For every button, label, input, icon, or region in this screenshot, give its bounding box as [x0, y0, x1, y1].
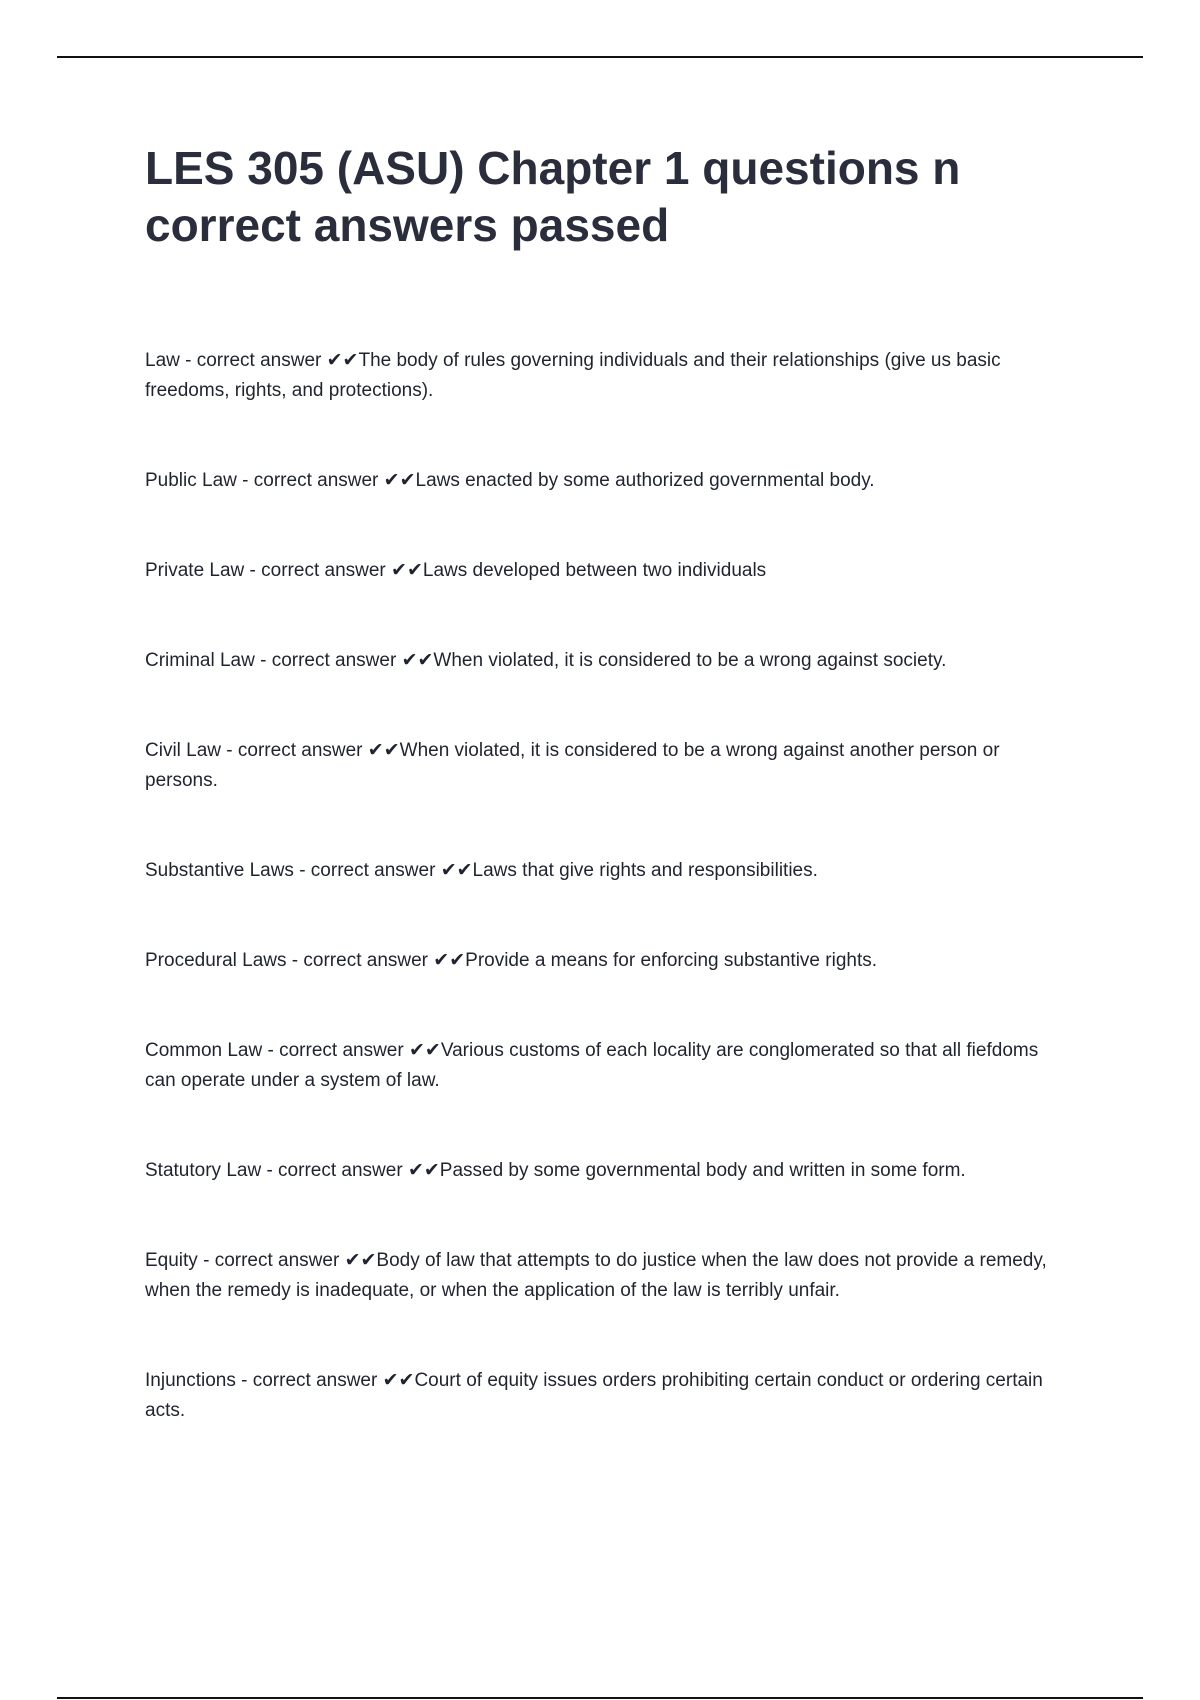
entry-answer: Provide a means for enforcing substantive rights. [465, 950, 878, 971]
entry-term: Substantive Laws [145, 860, 294, 881]
entry-term: Civil Law [145, 740, 222, 761]
qa-entry-law [145, 346, 1065, 406]
check-marks: ✔✔ [326, 350, 359, 371]
check-marks: ✔✔ [391, 560, 423, 581]
check-marks: ✔✔ [383, 470, 416, 491]
entry-answer: Laws that give rights and responsibilities. [472, 860, 818, 881]
qa-entry-civil-law [145, 736, 1065, 796]
qa-entry-injunctions [145, 1366, 1065, 1426]
entry-separator: - correct answer [293, 860, 441, 881]
qa-entry-common-law [145, 1036, 1065, 1096]
qa-entry-procedural-laws [145, 946, 1065, 976]
entry-separator: - correct answer [244, 560, 392, 581]
qa-entry-criminal-law [145, 646, 1065, 676]
entry-term: Injunctions [145, 1370, 236, 1391]
entry-separator: - correct answer [197, 1250, 345, 1271]
entry-separator: - correct answer [221, 740, 368, 761]
entry-answer: Passed by some governmental body and written in some form. [439, 1160, 966, 1181]
qa-list [145, 346, 1065, 1486]
qa-entry-substantive-laws [145, 856, 1065, 886]
entry-separator: - correct answer [235, 1370, 383, 1391]
entry-answer: Body of law that attempts to do justice when the law does not provide a remedy, when the remedy is inadequate, or when the application of the law is terribly unfair. [145, 1250, 1047, 1301]
entry-separator: - correct answer [179, 350, 327, 371]
qa-entry-private-law [145, 556, 1065, 586]
check-marks: ✔✔ [440, 860, 473, 881]
entry-answer: Laws enacted by some authorized governmental body. [415, 470, 875, 491]
entry-separator: - correct answer [286, 950, 434, 971]
entry-term: Statutory Law [145, 1160, 262, 1181]
top-divider [57, 56, 1143, 58]
check-marks: ✔✔ [367, 740, 400, 761]
entry-separator: - correct answer [254, 650, 402, 671]
bottom-divider [57, 1697, 1143, 1699]
entry-answer: Various customs of each locality are conglomerated so that all fiefdoms can operate under a system of law. [145, 1040, 1039, 1091]
entry-answer: When violated, it is considered to be a wrong against another person or persons. [145, 740, 1000, 791]
entry-term: Equity [145, 1250, 198, 1271]
entry-answer: Laws developed between two individuals [422, 560, 767, 581]
qa-entry-public-law [145, 466, 1065, 496]
check-marks: ✔✔ [344, 1250, 377, 1271]
qa-entry-statutory-law [145, 1156, 1065, 1186]
check-marks: ✔✔ [407, 1160, 440, 1181]
entry-separator: - correct answer [261, 1160, 408, 1181]
entry-separator: - correct answer [236, 470, 384, 491]
entry-answer: Court of equity issues orders prohibiting certain conduct or ordering certain acts. [145, 1370, 1043, 1421]
qa-entry-equity [145, 1246, 1065, 1306]
entry-term: Private Law [145, 560, 245, 581]
entry-term: Common Law [145, 1040, 263, 1061]
entry-term: Procedural Laws [145, 950, 287, 971]
page-title: LES 305 (ASU) Chapter 1 questions n correct answers passed [145, 142, 961, 251]
entry-answer: When violated, it is considered to be a wrong against society. [433, 650, 947, 671]
entry-term: Criminal Law [145, 650, 255, 671]
entry-answer: The body of rules governing individuals and their relationships (give us basic freedoms, rights, and protections). [145, 350, 1001, 401]
check-marks: ✔✔ [408, 1040, 441, 1061]
check-marks: ✔✔ [433, 950, 466, 971]
check-marks: ✔✔ [401, 650, 434, 671]
entry-separator: - correct answer [262, 1040, 409, 1061]
check-marks: ✔✔ [382, 1370, 415, 1391]
entry-term: Law [145, 350, 180, 371]
entry-term: Public Law [145, 470, 237, 491]
